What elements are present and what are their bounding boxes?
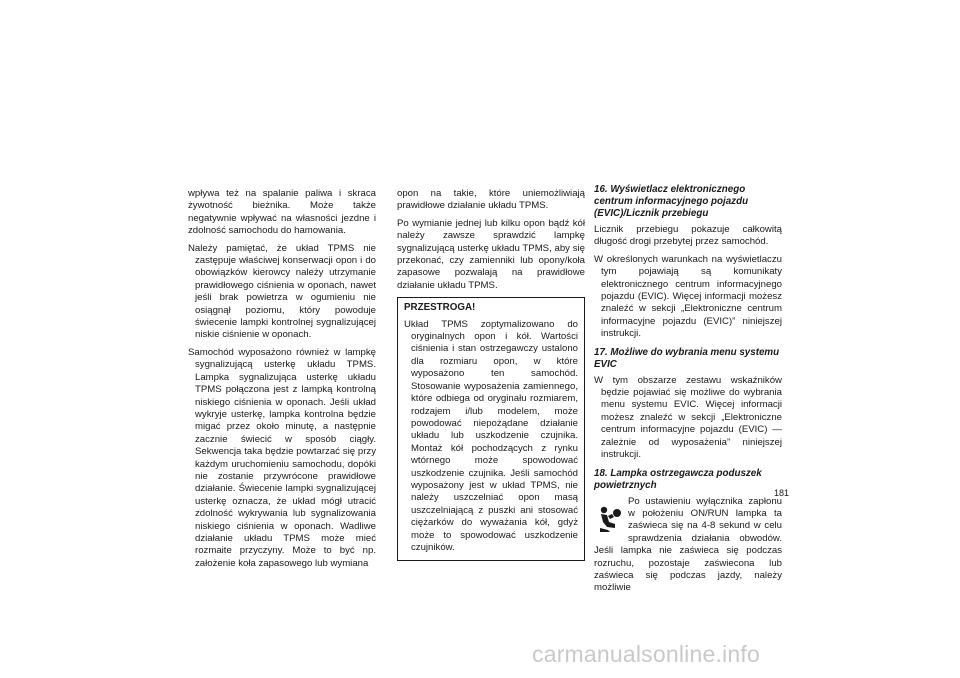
warning-title: PRZESTROGA! <box>404 302 476 314</box>
text-column-middle <box>397 188 585 561</box>
paragraph: opon na takie, które uniemożliwiają prawidłowe działanie układu TPMS. <box>397 188 585 212</box>
airbag-warning-icon <box>598 506 622 532</box>
section-heading-16: 16. Wyświetlacz elektronicznego centrum informacyjnego pojazdu (EVIC)/Licznik przebiegu <box>594 184 749 219</box>
text-column-left <box>188 188 376 575</box>
section-heading-18: 18. Lampka ostrzegawcza poduszek powietrznych <box>594 467 762 491</box>
paragraph: W tym obszarze zestawu wskaźników będzie pojawiać się możliwe do wybrania menu systemu EVIC. Więcej informacji możesz znaleźć w sekcji „Elektroniczne centrum informacyjne pojazdu (EVIC) — zależnie od wyposażenia” niniejszej instrukcji. <box>594 374 782 461</box>
page-number: 181 <box>774 488 790 498</box>
paragraph: W określonych warunkach na wyświetlaczu tym pojawiają są komunikaty elektronicznego centrum informacyjnego pojazdu (EVIC). Więcej informacji możesz znaleźć w sekcji „Elektroniczne centrum informacyjne pojazdu (EVIC)” niniejszej instrukcji. <box>594 253 782 340</box>
warning-text: Układ TPMS zoptymalizowano do oryginalnych opon i kół. Wartości ciśnienia i stan ostrzegawczy ustalono dla rozmiaru opon, w które wyposażono ten samochód. Stosowanie wyposażenia zamiennego, które odbiega od oryginału rozmiarem, rodzajem i/lub modelem, może powodować niepożądane działanie układu lub uszkodzenie czujnika. Montaż kół pochodzących z rynku wtórnego może spowodować uszkodzenie czujnika. Jeśli samochód wyposażony jest w układ TPMS, nie należy uszczelniać opon masą uszczelniającą z puszki ani stosować ciężarków do wyważania kół, gdyż może to spowodować uszkodzenie czujników. <box>404 318 578 553</box>
paragraph: Licznik przebiegu pokazuje całkowitą długość drogi przebytej przez samochód. <box>594 224 782 248</box>
airbag-section <box>594 496 782 595</box>
section-heading-17: 17. Możliwe do wybrania menu systemu EVIC <box>594 346 780 370</box>
watermark: carmanualsonline.info <box>532 641 760 667</box>
text-column-right <box>594 184 782 600</box>
paragraph: Należy pamiętać, że układ TPMS nie zastępuje właściwej konserwacji opon i do obowiązków kierowcy należy utrzymanie prawidłowego ciśnienia w oponach, nawet jeśli brak powietrza w ogumieniu nie osiągnął poziomu, który powoduje świecenie lampki kontrolnej sygnalizującej niskie ciśnienie w oponach. <box>188 242 376 341</box>
warning-box <box>397 297 585 561</box>
paragraph: Samochód wyposażono również w lampkę sygnalizującą usterkę układu TPMS. Lampka sygnalizująca usterkę układu TPMS połączona jest z lampką kontrolną niskiego ciśnienia w oponach. Jeśli układ wykryje usterkę, lampka kontrolna będzie migać przez około minutę, a następnie zacznie świecić w sposób ciągły. Sekwencja taka będzie powtarzać się przy każdym uruchomieniu samochodu, dopóki nie zostanie przywrócone prawidłowe działanie. Świecenie lampki sygnalizującej usterkę oznacza, że układ mógł utracić zdolność wykrywania lub sygnalizowania niskiego ciśnienia w oponach. Wadliwe działanie układu TPMS może mieć rozmaite przyczyny. Może to być np. założenie koła zapasowego lub wymiana <box>188 346 376 569</box>
paragraph: Po ustawieniu wyłącznika zapłonu w położeniu ON/RUN lampka ta zaświeca się na 4-8 sekund w celu sprawdzenia działania obwodów. Jeśli lampka nie zaświeca się podczas rozruchu, pozostaje zaświecona lub zaświeca się podczas jazdy, należy możliwie <box>594 495 782 594</box>
paragraph: Po wymianie jednej lub kilku opon bądź kół należy zawsze sprawdzić lampkę sygnalizującą usterkę układu TPMS, aby się przekonać, czy zamienniki lub opony/koła zapasowe pozwalają na prawidłowe działanie układu TPMS. <box>397 217 585 291</box>
paragraph: wpływa też na spalanie paliwa i skraca żywotność bieżnika. Może także negatywnie wpływać na własności jezdne i zdolność samochodu do hamowania. <box>188 188 376 237</box>
